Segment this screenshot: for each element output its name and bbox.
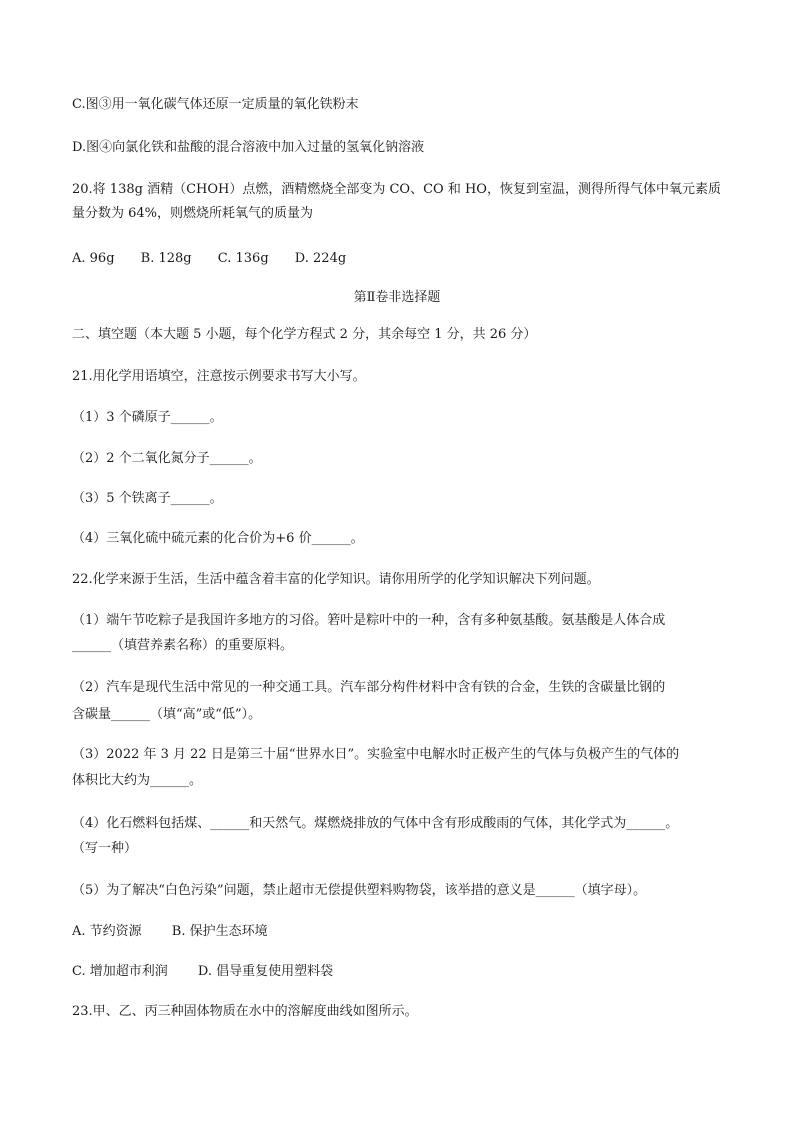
q22-part1-line1: （1）端午节吃粽子是我国许多地方的习俗。箬叶是粽叶中的一种，含有多种氨基酸。氨基酸是人体合成 bbox=[72, 613, 666, 628]
q23-stem: 23.甲、乙、丙三种固体物质在水中的溶解度曲线如图所示。 bbox=[72, 1004, 418, 1019]
q21-item-4: （4）三氧化硫中硫元素的化合价为+6 价______。 bbox=[72, 531, 364, 546]
q21-stem: 21.用化学用语填空，注意按示例要求书写大小写。 bbox=[72, 369, 366, 384]
q22-option-a: A. 节约资源 bbox=[72, 924, 142, 939]
q22-part3-line2: 体积比大约为______。 bbox=[72, 773, 203, 788]
q22-part2-line2: 含碳量______（填“高”或“低”）。 bbox=[72, 707, 262, 722]
q22-option-b: B. 保护生态环境 bbox=[171, 924, 268, 939]
q22-options-row1 bbox=[72, 923, 268, 941]
q22-option-d: D. 倡导重复使用塑料袋 bbox=[197, 964, 334, 979]
q21-item-2: （2）2 个二氧化氮分子______。 bbox=[72, 451, 262, 466]
q22-part5-line1: （5）为了解决“白色污染”问题，禁止超市无偿提供塑料购物袋，该举措的意义是______（填字母）。 bbox=[72, 883, 647, 898]
q22-part2-line1: （2）汽车是现代生活中常见的一种交通工具。汽车部分构件材料中含有铁的合金，生铁的含碳量比钢的 bbox=[72, 680, 666, 695]
q22-options-row2 bbox=[72, 963, 333, 981]
section-title: 第Ⅱ卷非选择题 bbox=[353, 290, 441, 305]
q20-option-d: D. 224g bbox=[294, 251, 347, 266]
q20-option-a: A. 96g bbox=[72, 251, 115, 266]
q20-options bbox=[72, 250, 346, 268]
q20-option-b: B. 128g bbox=[140, 251, 192, 266]
q22-option-c: C. 增加超市利润 bbox=[72, 964, 168, 979]
q22-part3-line1: （3）2022 年 3 月 22 日是第三十届“世界水日”。实验室中电解水时正极产生的气体与负极产生的气体的 bbox=[72, 747, 680, 762]
q22-part1-line2: ______（填营养素名称）的重要原料。 bbox=[72, 638, 294, 653]
q20-stem-line2: 量分数为 64%，则燃烧所耗氧气的质量为 bbox=[72, 206, 314, 221]
q20-stem-line1: 20.将 138g 酒精（CHOH）点燃，酒精燃烧全部变为 CO、CO 和 HO，恢复到室温，测得所得气体中氧元素质 bbox=[72, 182, 721, 197]
q22-stem: 22.化学来源于生活，生活中蕴含着丰富的化学知识。请你用所学的化学知识解决下列问题。 bbox=[72, 572, 600, 587]
q22-part4-line2: （写一种） bbox=[72, 841, 138, 856]
q19-option-d: D.图④向氯化铁和盐酸的混合溶液中加入过量的氢氧化钠溶液 bbox=[72, 140, 425, 155]
q21-item-3: （3）5 个铁离子______。 bbox=[72, 491, 223, 506]
q21-item-1: （1）3 个磷原子______。 bbox=[72, 410, 223, 425]
part-heading: 二、填空题（本大题 5 小题，每个化学方程式 2 分，其余每空 1 分，共 26 分） bbox=[72, 327, 537, 342]
q19-option-c: C.图③用一氧化碳气体还原一定质量的氧化铁粉末 bbox=[72, 97, 359, 112]
q22-part4-line1: （4）化石燃料包括煤、______和天然气。煤燃烧排放的气体中含有形成酸雨的气体，其化学式为______。 bbox=[72, 816, 679, 831]
q20-option-c: C. 136g bbox=[217, 251, 269, 266]
